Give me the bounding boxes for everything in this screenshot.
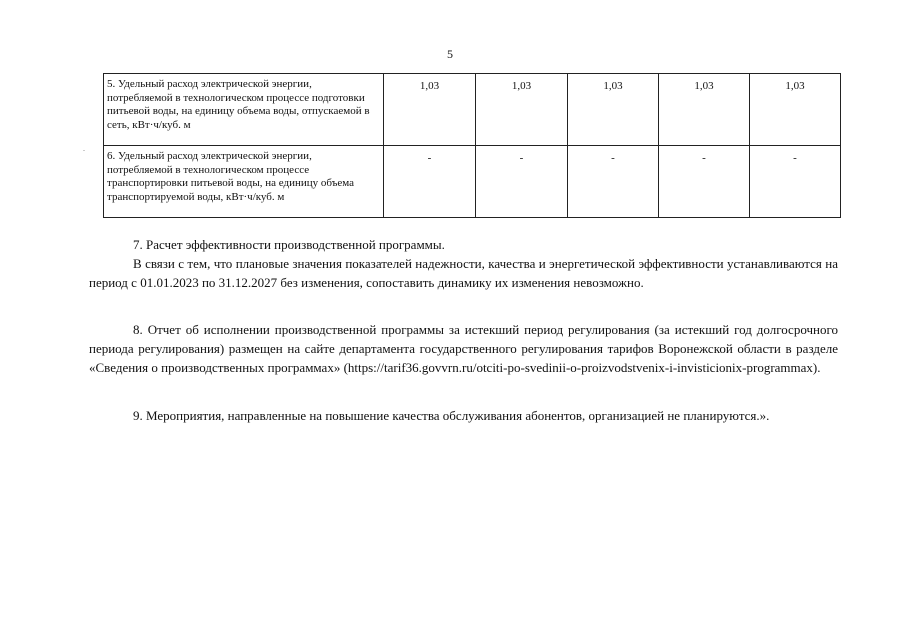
indicator-value-cell: 1,03	[476, 74, 568, 146]
section-9-paragraph: 9. Мероприятия, направленные на повышение качества обслуживания абонентов, организацией не планируются.».	[133, 408, 770, 423]
indicator-value-cell: 1,03	[659, 74, 750, 146]
indicator-label-cell: 6. Удельный расход электрической энергии, потребляемой в технологическом процессе транспортировки питьевой воды, на единицу объема транспортируемой воды, кВт·ч/куб. м	[104, 146, 384, 218]
indicator-label-cell: 5. Удельный расход электрической энергии, потребляемой в технологическом процессе подготовки питьевой воды, на единицу объема воды, отпускаемой в сеть, кВт·ч/куб. м	[104, 74, 384, 146]
indicator-value-cell: 1,03	[750, 74, 841, 146]
indicators-table	[103, 73, 841, 218]
indicator-value-cell: -	[750, 146, 841, 218]
section-7	[89, 235, 838, 292]
table-row	[104, 146, 841, 218]
section-9	[89, 406, 838, 425]
indicator-value-cell: -	[476, 146, 568, 218]
section-7-paragraph: В связи с тем, что плановые значения показателей надежности, качества и энергетической эффективности устанавливаются на период с 01.01.2023 по 31.12.2027 без изменения, сопоставить динамику их изменения невозможно.	[89, 256, 838, 290]
section-8	[89, 320, 838, 377]
indicator-value-cell: -	[659, 146, 750, 218]
section-7-heading: 7. Расчет эффективности производственной программы.	[133, 237, 445, 252]
table-row	[104, 74, 841, 146]
section-8-paragraph: 8. Отчет об исполнении производственной программы за истекший период регулирования (за истекший год долгосрочного периода регулирования) размещен на сайте департамента государственного регулирования тарифов Воронежской области в разделе «Сведения о производственных программах» (https://tarif36.govvrn.ru/otciti-po-svedinii-o-proizvodstvenix-i-invisticionix-programmax).	[89, 322, 838, 375]
scan-speck	[83, 150, 85, 151]
page-number: 5	[447, 47, 453, 61]
indicator-value-cell: -	[384, 146, 476, 218]
indicator-value-cell: 1,03	[384, 74, 476, 146]
indicator-value-cell: -	[568, 146, 659, 218]
indicator-value-cell: 1,03	[568, 74, 659, 146]
